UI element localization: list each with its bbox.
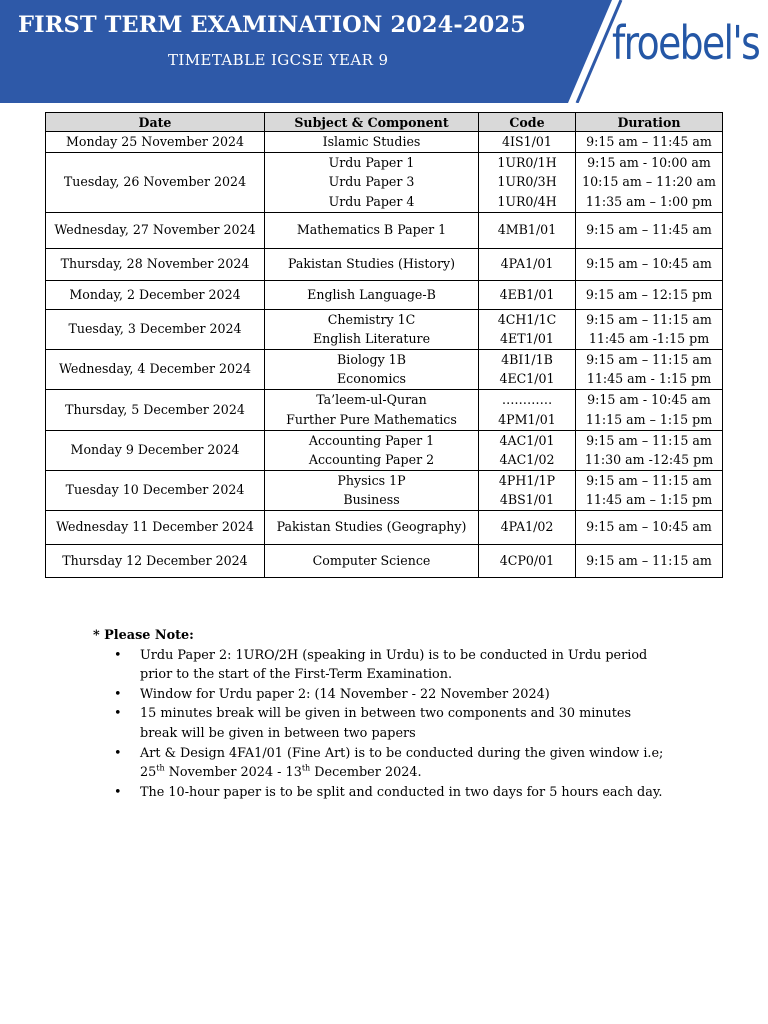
duration-cell-line: 9:15 am – 11:15 am	[586, 311, 712, 327]
code-cell-line: 4CH1/1C	[497, 311, 557, 327]
duration-cell-line: 11:45 am – 1:15 pm	[585, 492, 713, 507]
code-cell-line: 4MB1/01	[497, 222, 557, 238]
subject-cell	[265, 152, 479, 212]
table-row	[46, 132, 723, 153]
code-cell	[479, 248, 576, 280]
note-item	[114, 744, 693, 783]
code-cell-line: 4PA1/02	[500, 519, 554, 535]
duration-cell-line: 11:45 am - 1:15 pm	[586, 371, 712, 386]
note-line: Window for Urdu paper 2: (14 November - 22 November 2024)	[140, 686, 550, 702]
subject-cell-line: Urdu Paper 4	[328, 193, 415, 209]
date-cell: Wednesday, 4 December 2024	[46, 349, 265, 389]
date-cell: Monday 9 December 2024	[46, 430, 265, 470]
subject-cell-line: Urdu Paper 3	[328, 174, 415, 190]
table-row	[46, 510, 723, 544]
code-cell	[479, 430, 576, 470]
subject-cell-line: Pakistan Studies (Geography)	[276, 519, 467, 535]
duration-cell-line: 9:15 am – 10:45 am	[586, 256, 712, 272]
date-cell: Tuesday, 26 November 2024	[46, 152, 265, 212]
duration-cell	[576, 248, 723, 280]
note-window-line	[140, 763, 693, 783]
code-cell	[479, 544, 576, 577]
subject-cell-line: Chemistry 1C	[327, 311, 416, 327]
code-cell-line: 4BI1/1B	[501, 351, 553, 367]
timetable-body	[46, 132, 723, 578]
code-cell-line: 4EB1/01	[499, 286, 555, 302]
code-cell	[479, 309, 576, 349]
timetable	[45, 112, 723, 578]
code-cell-line: 4PM1/01	[498, 411, 556, 427]
subject-cell-line: Ta’leem-ul-Quran	[316, 392, 427, 407]
table-row	[46, 212, 723, 248]
date-cell: Wednesday 11 December 2024	[46, 510, 265, 544]
subject-cell	[265, 470, 479, 510]
column-header-date: Date	[46, 113, 265, 132]
code-cell-line: 1UR0/1H	[497, 154, 557, 170]
note-item	[114, 646, 693, 685]
date-cell: Tuesday, 3 December 2024	[46, 309, 265, 349]
date-cell: Thursday 12 December 2024	[46, 544, 265, 577]
column-header-duration: Duration	[576, 113, 723, 132]
note-line: The 10-hour paper is to be split and conducted in two days for 5 hours each day.	[140, 784, 663, 800]
subject-cell	[265, 510, 479, 544]
subject-cell	[265, 309, 479, 349]
subject-cell	[265, 349, 479, 389]
table-row	[46, 470, 723, 510]
subject-cell	[265, 544, 479, 577]
bullet-icon: •	[114, 706, 122, 722]
code-cell-line: 4ET1/01	[500, 331, 554, 346]
subject-cell-line: Biology 1B	[337, 351, 406, 367]
column-header-code: Code	[479, 113, 576, 132]
subject-cell	[265, 280, 479, 309]
code-cell-line: 1UR0/3H	[497, 174, 557, 190]
bullet-icon: •	[114, 745, 122, 761]
duration-cell-line: 9:15 am – 11:45 am	[586, 134, 712, 149]
code-cell	[479, 280, 576, 309]
code-cell	[479, 389, 576, 430]
subject-cell-line: English Language-B	[307, 286, 436, 302]
duration-cell-line: 9:15 am – 11:15 am	[586, 351, 712, 367]
code-cell-line: 4AC1/02	[499, 452, 555, 467]
date-cell: Tuesday 10 December 2024	[46, 470, 265, 510]
table-row	[46, 248, 723, 280]
note-window-end-sup: th	[301, 763, 311, 773]
subject-cell-line: English Literature	[312, 331, 431, 346]
subject-cell	[265, 212, 479, 248]
code-cell-line: …………	[501, 392, 553, 407]
page-title: FIRST TERM EXAMINATION 2024-2025	[18, 12, 526, 38]
duration-cell-line: 9:15 am – 12:15 pm	[585, 286, 713, 302]
duration-cell-line: 11:15 am – 1:15 pm	[585, 411, 713, 427]
subject-cell-line: Physics 1P	[337, 472, 406, 488]
date-cell: Monday 25 November 2024	[46, 132, 265, 153]
subject-cell-line: Urdu Paper 1	[328, 154, 415, 170]
table-row	[46, 544, 723, 577]
note-item	[114, 685, 693, 705]
note-window-start-rest: November 2024 - 13	[164, 765, 302, 781]
duration-cell-line: 9:15 am – 11:45 am	[586, 222, 712, 238]
table-row	[46, 430, 723, 470]
table-row	[46, 349, 723, 389]
subject-cell-line: Mathematics B Paper 1	[296, 222, 447, 238]
duration-cell	[576, 510, 723, 544]
duration-cell	[576, 470, 723, 510]
duration-cell	[576, 280, 723, 309]
code-cell-line: 1UR0/4H	[497, 193, 557, 209]
subject-cell-line: Business	[343, 492, 400, 507]
page-subtitle: TIMETABLE IGCSE YEAR 9	[168, 51, 389, 69]
code-cell-line: 4PA1/01	[500, 256, 554, 272]
note-window-end-rest: December 2024.	[310, 765, 422, 781]
note-line: prior to the start of the First-Term Examination.	[140, 667, 453, 683]
duration-cell-line: 9:15 am - 10:45 am	[587, 392, 711, 407]
duration-cell	[576, 212, 723, 248]
table-header-row	[46, 113, 723, 132]
subject-cell-line: Islamic Studies	[322, 134, 421, 149]
note-line: break will be given in between two papers	[140, 725, 416, 741]
code-cell-line: 4BS1/01	[499, 492, 555, 507]
notes-list	[93, 646, 693, 803]
bullet-icon: •	[114, 647, 122, 663]
date-cell: Thursday, 5 December 2024	[46, 389, 265, 430]
duration-cell-line: 11:30 am -12:45 pm	[584, 452, 714, 467]
subject-cell-line: Pakistan Studies (History)	[287, 256, 456, 272]
subject-cell	[265, 248, 479, 280]
note-line: Art & Design 4FA1/01 (Fine Art) is to be conducted during the given window i.e;	[140, 745, 664, 761]
subject-cell	[265, 389, 479, 430]
code-cell-line: 4CP0/01	[499, 552, 555, 568]
table-row	[46, 280, 723, 309]
date-cell: Monday, 2 December 2024	[46, 280, 265, 309]
duration-cell	[576, 389, 723, 430]
table-row	[46, 309, 723, 349]
code-cell-line: 4AC1/01	[499, 432, 555, 448]
note-line: Urdu Paper 2: 1URO/2H (speaking in Urdu) is to be conducted in Urdu period	[140, 647, 648, 663]
subject-cell-line: Economics	[336, 371, 406, 386]
note-item	[114, 704, 693, 743]
subject-cell	[265, 132, 479, 153]
subject-cell-line: Accounting Paper 1	[308, 432, 435, 448]
subject-cell-line: Computer Science	[312, 552, 431, 568]
note-window-start-sup: th	[156, 763, 165, 773]
duration-cell-line: 11:35 am – 1:00 pm	[585, 193, 713, 209]
code-cell	[479, 132, 576, 153]
note-window-start-day: 25	[140, 765, 157, 781]
code-cell-line: 4IS1/01	[502, 134, 552, 149]
duration-cell-line: 9:15 am – 11:15 am	[586, 472, 712, 488]
subject-cell	[265, 430, 479, 470]
duration-cell-line: 9:15 am - 10:00 am	[587, 154, 711, 170]
notes-title: * Please Note:	[93, 628, 194, 643]
duration-cell	[576, 349, 723, 389]
subject-cell-line: Further Pure Mathematics	[286, 411, 457, 427]
table-row	[46, 389, 723, 430]
duration-cell-line: 9:15 am – 10:45 am	[586, 519, 712, 535]
duration-cell-line: 11:45 am -1:15 pm	[588, 331, 710, 346]
duration-cell	[576, 309, 723, 349]
column-header-subject: Subject & Component	[265, 113, 479, 132]
duration-cell	[576, 544, 723, 577]
note-line: 15 minutes break will be given in between two components and 30 minutes	[140, 706, 632, 722]
duration-cell-line: 9:15 am – 11:15 am	[586, 552, 712, 568]
code-cell	[479, 152, 576, 212]
bullet-icon: •	[114, 784, 122, 800]
code-cell	[479, 349, 576, 389]
date-cell: Wednesday, 27 November 2024	[46, 212, 265, 248]
code-cell	[479, 470, 576, 510]
table-row	[46, 152, 723, 212]
code-cell	[479, 510, 576, 544]
date-cell: Thursday, 28 November 2024	[46, 248, 265, 280]
duration-cell-line: 9:15 am – 11:15 am	[586, 432, 712, 448]
duration-cell	[576, 430, 723, 470]
code-cell-line: 4PH1/1P	[498, 472, 556, 488]
bullet-icon: •	[114, 686, 122, 702]
froebels-logo: froebel's	[612, 16, 760, 70]
subject-cell-line: Accounting Paper 2	[308, 452, 435, 467]
note-item	[114, 783, 693, 803]
duration-cell	[576, 132, 723, 153]
duration-cell-line: 10:15 am – 11:20 am	[582, 174, 716, 190]
code-cell-line: 4EC1/01	[499, 371, 555, 386]
notes-section	[93, 626, 693, 802]
code-cell	[479, 212, 576, 248]
duration-cell	[576, 152, 723, 212]
